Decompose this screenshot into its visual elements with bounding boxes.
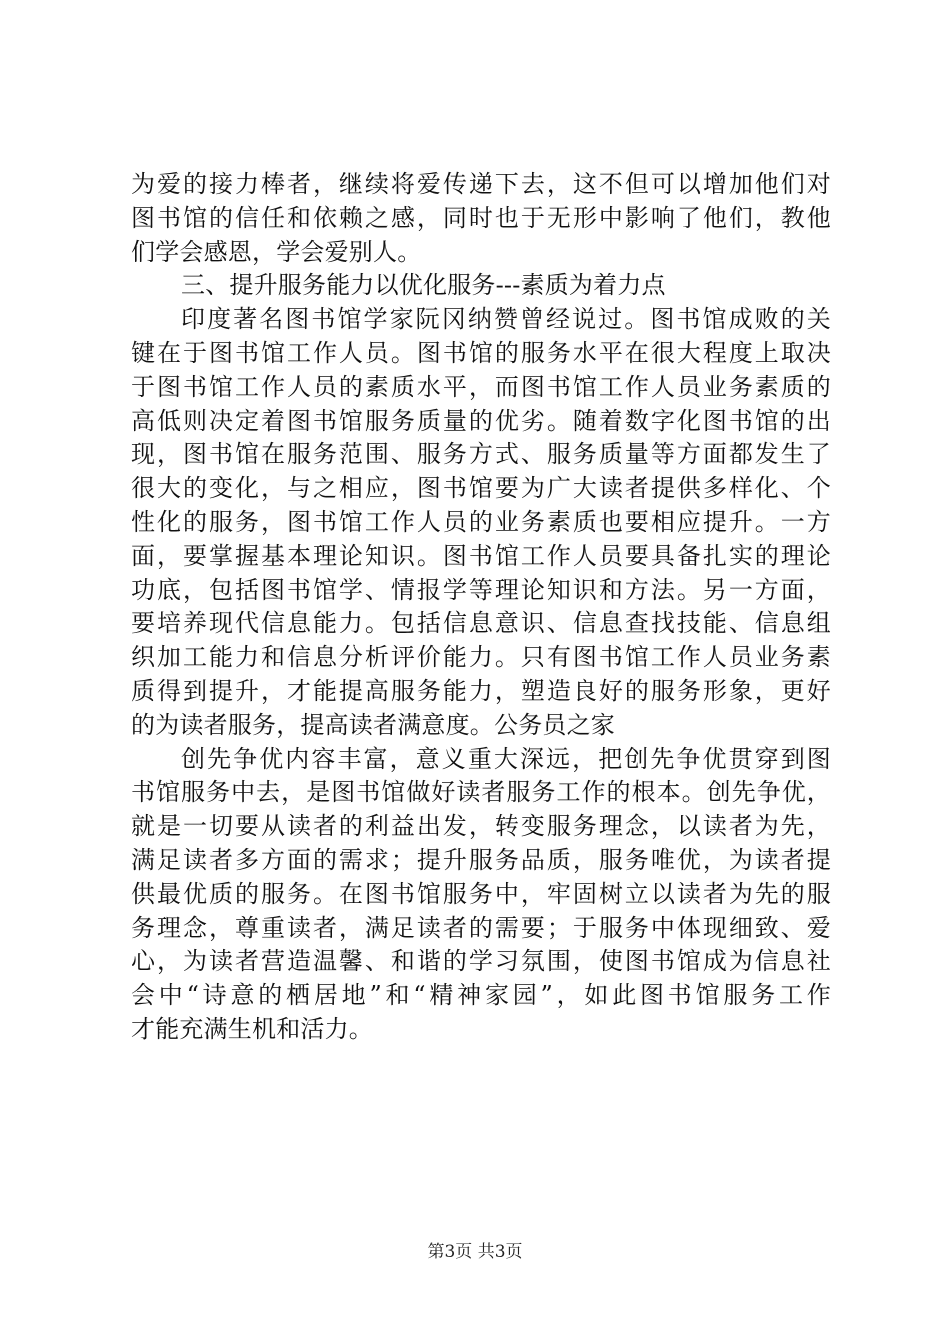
text-line: 键在于图书馆工作人员。图书馆的服务水平在很大程度上取决 [131, 338, 831, 367]
paragraph [131, 303, 831, 742]
text-line: 要培养现代信息能力。包括信息意识、信息查找技能、信息组 [131, 609, 831, 638]
text-line: 就是一切要从读者的利益出发，转变服务理念，以读者为先， [131, 812, 831, 841]
text-line: 高低则决定着图书馆服务质量的优劣。随着数字化图书馆的出 [131, 406, 831, 435]
text-line: 为爱的接力棒者，继续将爱传递下去，这不但可以增加他们对 [131, 170, 831, 198]
text-line: 书馆服务中去，是图书馆做好读者服务工作的根本。创先争优， [131, 778, 831, 807]
text-line: 会中“诗意的栖居地”和“精神家园”，如此图书馆服务工作 [131, 981, 831, 1010]
text-line: 的为读者服务，提高读者满意度。公务员之家 [131, 710, 615, 739]
text-line: 创先争优内容丰富，意义重大深远，把创先争优贯穿到图 [181, 744, 831, 773]
text-line: 印度著名图书馆学家阮冈纳赞曾经说过。图书馆成败的关 [181, 305, 831, 334]
text-line: 现，图书馆在服务范围、服务方式、服务质量等方面都发生了 [131, 440, 831, 469]
text-line: 们学会感恩，学会爱别人。 [131, 237, 422, 266]
text-line: 质得到提升，才能提高服务能力，塑造良好的服务形象，更好 [131, 676, 831, 705]
text-line: 务理念，尊重读者，满足读者的需要；于服务中体现细致、爱 [131, 913, 831, 942]
text-line: 于图书馆工作人员的素质水平，而图书馆工作人员业务素质的 [131, 372, 831, 401]
paragraph [131, 743, 831, 1047]
text-line: 满足读者多方面的需求；提升服务品质，服务唯优，为读者提 [131, 845, 831, 874]
text-line: 供最优质的服务。在图书馆服务中，牢固树立以读者为先的服 [131, 879, 831, 908]
text-line: 性化的服务，图书馆工作人员的业务素质也要相应提升。一方 [131, 507, 831, 536]
text-line: 图书馆的信任和依赖之感，同时也于无形中影响了他们，教他 [131, 203, 831, 232]
text-line: 很大的变化，与之相应，图书馆要为广大读者提供多样化、个 [131, 474, 831, 503]
text-line: 织加工能力和信息分析评价能力。只有图书馆工作人员业务素 [131, 643, 831, 672]
text-line: 面，要掌握基本理论知识。图书馆工作人员要具备扎实的理论 [131, 541, 831, 570]
section-heading [131, 269, 831, 303]
document-body [131, 168, 831, 1047]
text-line: 三、提升服务能力以优化服务---素质为着力点 [181, 271, 666, 300]
paragraph [131, 168, 831, 269]
text-line: 心，为读者营造温馨、和谐的学习氛围，使图书馆成为信息社 [131, 947, 831, 976]
text-line: 功底，包括图书馆学、情报学等理论知识和方法。另一方面， [131, 575, 831, 604]
page-footer: 第3页 共3页 [427, 1242, 523, 1262]
text-line: 才能充满生机和活力。 [131, 1014, 373, 1043]
